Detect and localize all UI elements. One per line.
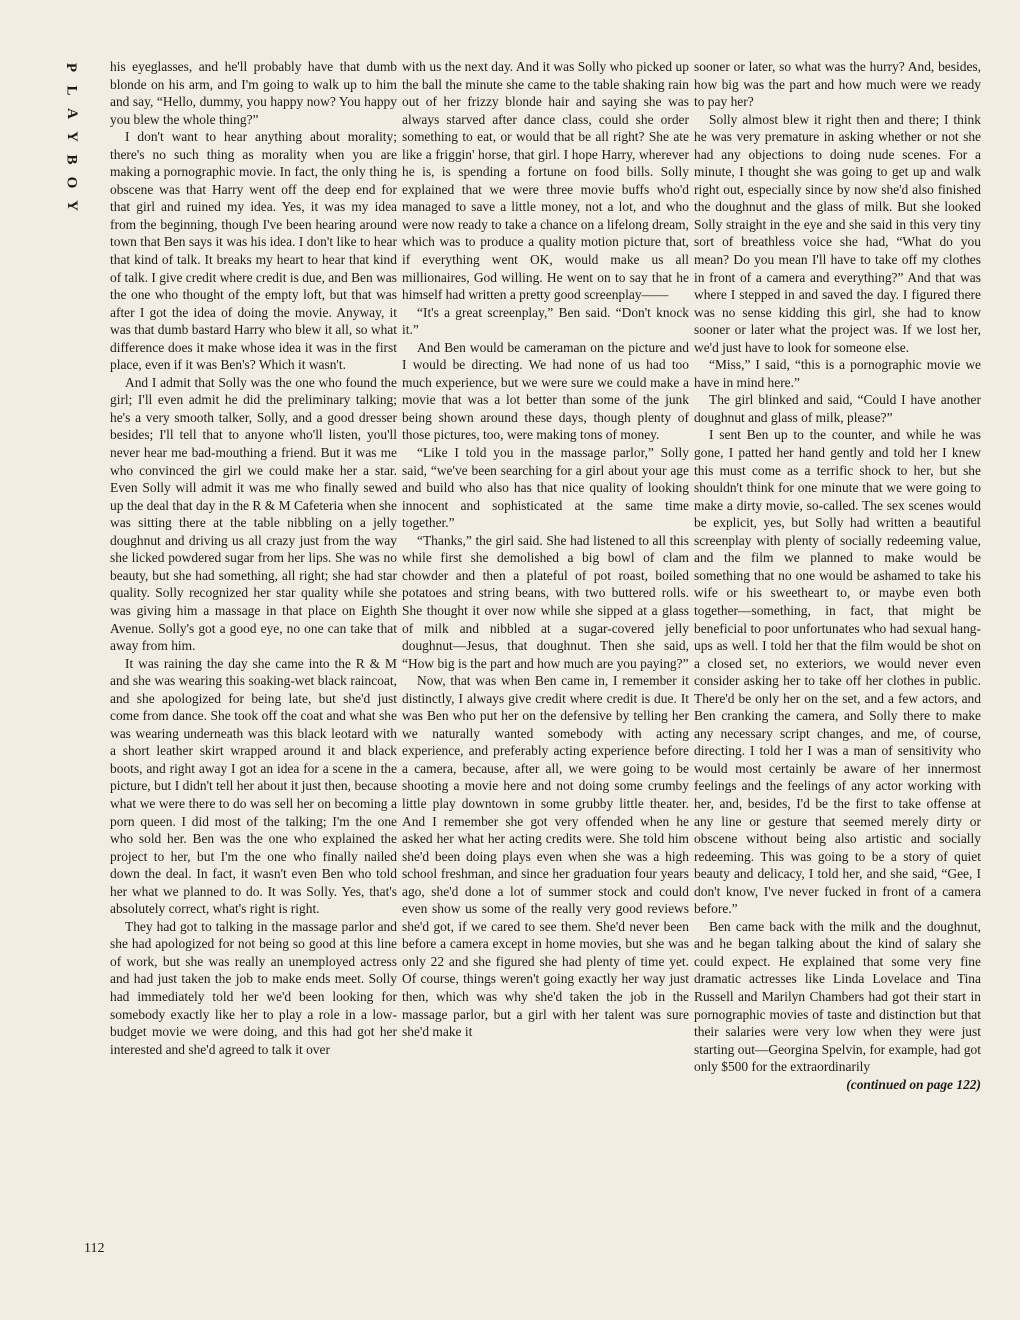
paragraph: And Ben would be cameraman on the picture and I would be directing. We had none of us had too much experience, but we were sure we could make a movie that was a lot better than some of the junk being shown around these days, though plenty of those pictures, too, were making tons of money.: [402, 339, 689, 443]
paragraph: It was raining the day she came into the R & M and she was wearing this soaking-wet black raincoat, and she apologized for being late, but she'd just come from dance. She took off the coat and what she was wearing underneath was this black leotard with a short leather skirt wrapped around it and black boots, and right away I got an idea for a scene in the picture, but I didn't tell her about it just then, because what we were there to do was sell her on becoming a porn queen. I did most of the talking; I'm the one who sold her. Ben was the one who explained the project to her, but I'm the one who finally nailed down the deal. In fact, it wasn't even Ben who told her what we planned to do. It was Solly. Yes, that's absolutely correct, what's right is right.: [110, 655, 397, 917]
paragraph: And I admit that Solly was the one who found the girl; I'll even admit he did the preliminary talking; he's a very smooth talker, Solly, and a good dresser besides; I'll tell that to anyone who'll listen, you'll never hear me bad-mouthing a friend. But it was me who convinced the girl we could make her a star. Even Solly will admit it was me who finally sewed up the deal that day in the R & M Cafeteria when she was sitting there at the table nibbling on a jelly doughnut and driving us all crazy just from the way she licked powdered sugar from her lips. She was no beauty, but she had something, all right; she had star quality. Solly recognized her star quality while she was giving him a massage in that place on Eighth Avenue. Solly's got a good eye, no one can take that away from him.: [110, 374, 397, 654]
title-letter: Y: [63, 200, 80, 211]
title-letter: Y: [63, 131, 80, 142]
paragraph: “Like I told you in the massage parlor,” Solly said, “we've been searching for a girl about your age and build who also has that nice quality of looking innocent and sophisticated at the same time together.”: [402, 445, 689, 531]
page-number: 112: [84, 1241, 105, 1256]
text-column-3: [694, 58, 981, 1093]
title-letter: L: [63, 85, 80, 96]
paragraph: his eyeglasses, and he'll probably have that dumb blonde on his arm, and I'm going to walk up to him and say, “Hello, dummy, you happy now? You happy you blew the whole thing?”: [110, 59, 397, 127]
paragraph: Ben came back with the milk and the doughnut, and he began talking about the kind of salary she could expect. He explained that some very fine dramatic actresses like Linda Lovelace and Tina Russell and Marilyn Chambers had got their start in pornographic movies of taste and distinction but that their salaries were very low when they were just starting out—Georgina Spelvin, for example, had got only $500 for the extraordinarily: [694, 918, 981, 1075]
title-letter: O: [63, 176, 80, 189]
title-letter: A: [63, 108, 80, 119]
paragraph: I don't want to hear anything about morality; there's no such thing as morality when you are making a pornographic movie. In fact, the only thing obscene was that Harry went off the deep end for that girl and ruined my idea. Yes, it was my idea from the beginning, though I've been hearing around town that Ben says it was his idea. I don't like to hear that kind of talk. It breaks my heart to hear that kind of talk. I give credit where credit is due, and Ben was the one who thought of the empty loft, but that was after I got the idea of doing the movie. Anyway, it was that dumb bastard Harry who blew it all, so what difference does it make whose idea it was in the first place, even if it was Ben's? Which it wasn't.: [110, 129, 397, 373]
continued-note: (continued on page 122): [846, 1076, 981, 1092]
paragraph: “Thanks,” the girl said. She had listened to all this while first she demolished a big bowl of clam chowder and then a plateful of pot roast, boiled potatoes and string beans, with two buttered rolls. She thought it over now while she sipped at a glass of milk and nibbled at a sugar-covered jelly doughnut—Jesus, that doughnut. Then she said, “How big is the part and how much are you paying?”: [402, 532, 689, 671]
paragraph: “It's a great screenplay,” Ben said. “Don't knock it.”: [402, 304, 689, 338]
paragraph: The girl blinked and said, “Could I have another doughnut and glass of milk, please?”: [694, 392, 981, 425]
paragraph: Solly almost blew it right then and there; I think he was very premature in asking whether or not she had any objections to doing nude scenes. For a minute, I thought she was going to get up and walk right out, especially since by now she'd also finished the doughnut and the glass of milk. But she looked Solly straight in the eye and she said in this very tiny sort of breathless voice she had, “What do you mean? Do you mean I'll have to take off my clothes in front of a camera and everything?” And that was where I stepped in and saved the day. I figured there was no sense kidding this girl, she had to know sooner or later what the project was. If we lost her, we'd just have to look for someone else.: [694, 111, 981, 355]
paragraph: sooner or later, so what was the hurry? And, besides, how big was the part and how much were we ready to pay her?: [694, 59, 981, 110]
paragraph: with us the next day. And it was Solly who picked up the ball the minute she came to the table shaking rain out of her frizzy blonde hair and saying she was always starved after dance class, could she order something to eat, or would that be all right? She ate like a friggin' horse, that girl. I hope Harry, wherever he is, is spending a fortune on food bills. Solly explained that we were three movie buffs who'd managed to save a little money, not a lot, and who were now ready to take a chance on a lifelong dream, which was to produce a quality motion picture that, if everything went OK, would make us all millionaires, God willing. He went on to say that he himself had written a pretty good screenplay——: [402, 59, 689, 303]
paragraph: I sent Ben up to the counter, and while he was gone, I patted her hand gently and told her I knew this must come as a terrific shock to her, but she shouldn't think for one minute that we were going to make a dirty movie, so-called. The sex scenes would be explicit, yes, but Solly had written a beautiful screenplay with plenty of socially redeeming value, and the film we planned to make would be something that no one would be ashamed to take his wife or his sweetheart to, or maybe even both together—something, in fact, that might be beneficial to poor unfortunates who had sexual hang-ups as well. I told her that the film would be shot on a closed set, no exteriors, we would never even consider asking her to take off her clothes in public. There'd be only her on the set, and a few actors, and Ben cranking the camera, and Solly there to make any necessary script changes, and me, of course, directing. I told her I was a man of sensitivity who would most certainly be aware of her innermost feelings and the feelings of any actor working with her, and, besides, I'd be the first to take offense at any line or gesture that seemed merely dirty or obscene without being also artistic and socially redeeming. This was going to be a story of quiet beauty and delicacy, I told her, and she said, “Gee, I don't know, I've never fucked in front of a camera before.”: [694, 427, 981, 917]
paragraph: Now, that was when Ben came in, I remember it distinctly, I always give credit where credit is due. It was Ben who put her on the defensive by telling her we naturally wanted somebody with acting experience, and preferably acting experience before a camera, because, after all, we were going to be shooting a movie here and not doing some crumby little play downtown in some grubby little theater. And I remember she got very offended when he asked her what her acting credits were. She told him she'd been doing plays even when she was a high school freshman, and since her graduation four years ago, she'd done a lot of summer stock and could even show us some of the really very good reviews she'd got, if we cared to see them. She'd never been before a camera except in home movies, but she was only 22 and she figured she had plenty of time yet. Of course, things weren't going exactly her way just then, which was why she'd taken the job in the massage parlor, but a girl with her talent was sure she'd make it: [402, 673, 689, 1040]
paragraph: “Miss,” I said, “this is a pornographic movie we have in mind here.”: [694, 357, 981, 390]
magazine-vertical-title: [59, 56, 83, 217]
title-letter: B: [63, 154, 80, 165]
text-column-2: [402, 58, 689, 1041]
title-letter: P: [63, 62, 80, 73]
paragraph: They had got to talking in the massage parlor and she had apologized for not being so good at this line of work, but she was really an unemployed actress and had just taken the job to make ends meet. Solly had immediately told her we'd been looking for somebody exactly like her to play a role in a low-budget movie we were doing, and this had got her interested and she'd agreed to talk it over: [110, 918, 397, 1057]
text-column-1: [110, 58, 397, 1058]
